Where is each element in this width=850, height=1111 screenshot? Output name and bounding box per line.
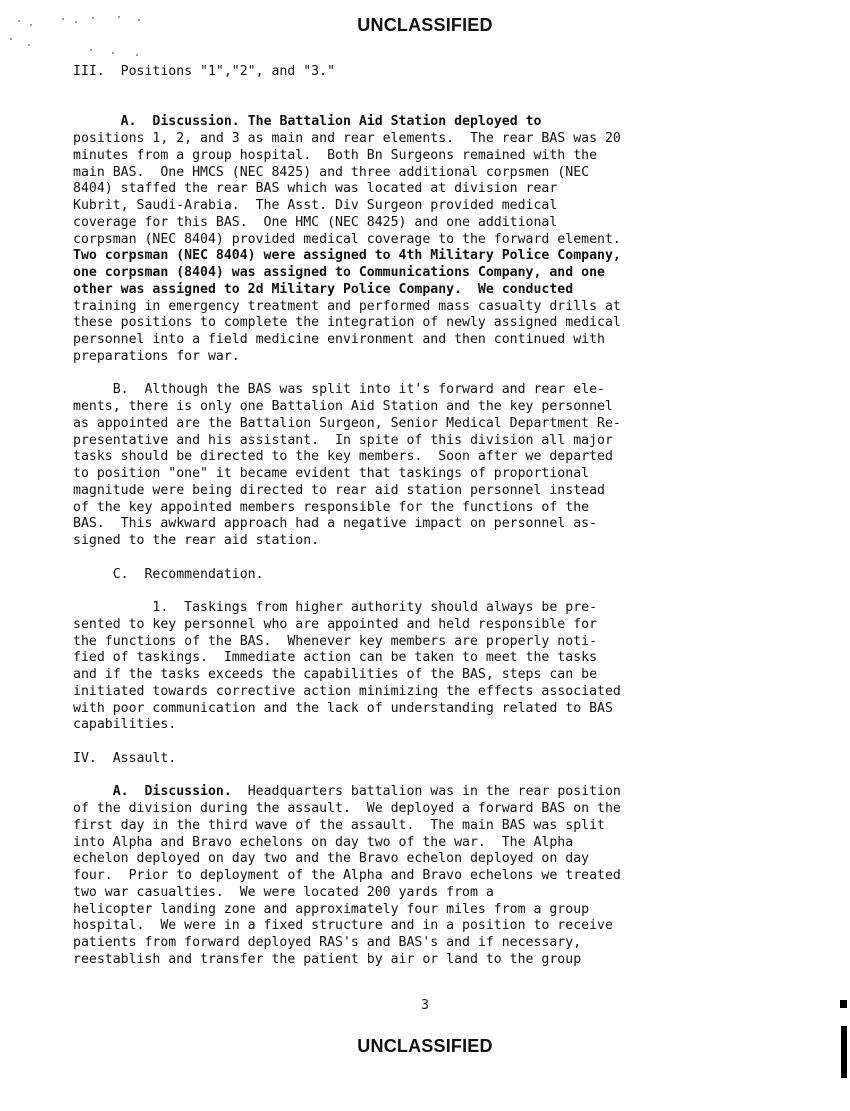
text-line: of the division during the assault. We deployed a forward BAS on the: [73, 801, 621, 816]
para-first-line-rest: The Battalion Aid Station deployed to: [239, 114, 542, 130]
text-line: into Alpha and Bravo echelons on day two of the war. The Alpha: [73, 834, 574, 850]
text-line: the functions of the BAS. Whenever key members are properly noti-: [73, 633, 598, 649]
text-line: and if the tasks exceeds the capabilities of the BAS, steps can be: [73, 667, 598, 682]
para-first-line-rest: Headquarters battalion was in the rear position: [231, 784, 621, 800]
text-line: Kubrit, Saudi-Arabia. The Asst. Div Surgeon provided medical: [73, 198, 558, 213]
scan-speck: [62, 18, 64, 20]
text-line: patients from forward deployed RAS's and BAS's and if necessary,: [73, 935, 582, 950]
text-line: two war casualties. We were located 200 yards from a: [73, 884, 494, 900]
text-line: corpsman (NEC 8404) provided medical coverage to the forward element.: [73, 231, 621, 247]
text-line: capabilities.: [73, 717, 177, 733]
text-line: sented to key personnel who are appointed and held responsible for: [73, 616, 598, 632]
text-line: to position "one" it became evident that taskings of proportional: [73, 466, 590, 481]
para-label: A.: [112, 784, 145, 800]
scan-speck: [118, 16, 120, 18]
text-line: magnitude were being directed to rear aid station personnel instead: [73, 482, 605, 498]
scan-speck: [90, 49, 92, 51]
scan-speck: [138, 19, 140, 21]
document-body: [73, 64, 773, 969]
section-iii-b-paragraph: [73, 382, 773, 550]
text-line: helicopter landing zone and approximately four miles from a group: [73, 901, 590, 917]
scan-speck: [92, 17, 94, 19]
text-line: main BAS. One HMCS (NEC 8425) and three additional corpsmen (NEC: [73, 164, 590, 180]
recommendation-heading: C. Recommendation.: [73, 566, 264, 582]
text-line: 1. Taskings from higher authority should always be pre-: [73, 600, 598, 615]
classification-footer: UNCLASSIFIED: [357, 1036, 493, 1056]
text-line: echelon deployed on day two and the Bravo echelon deployed on day: [73, 851, 590, 867]
discussion-title: Discussion.: [144, 784, 232, 800]
text-line: BAS. This awkward approach had a negative impact on personnel as-: [73, 516, 598, 532]
text-line: presentative and his assistant. In spite of this division all major: [73, 432, 613, 448]
text-line: tasks should be directed to the key members. Soon after we departed: [73, 449, 613, 465]
text-line: other was assigned to 2d Military Police Company. We conducted: [73, 281, 574, 297]
text-line: these positions to complete the integration of newly assigned medical: [73, 315, 621, 331]
section-iii-heading: III. Positions "1","2", and "3.": [73, 64, 336, 79]
classification-header: UNCLASSIFIED: [357, 15, 493, 35]
text-line: coverage for this BAS. One HMC (NEC 8425) and one additional: [73, 214, 558, 230]
text-line: personnel into a field medicine environment and then continued with: [73, 332, 605, 347]
section-iv-a-first-line: [73, 784, 773, 801]
text-line: Two corpsman (NEC 8404) were assigned to 4th Military Police Company,: [73, 248, 621, 264]
section-iii-a-lines: [73, 131, 773, 366]
para-label: A.: [120, 114, 153, 130]
section-iv-a-paragraph: [73, 784, 773, 968]
scan-speck: [75, 21, 77, 23]
text-line: training in emergency treatment and performed mass casualty drills at: [73, 298, 621, 314]
text-line: four. Prior to deployment of the Alpha and Bravo echelons we treated: [73, 868, 621, 883]
page-number: 3: [421, 998, 429, 1013]
text-line: positions 1, 2, and 3 as main and rear elements. The rear BAS was 20: [73, 131, 621, 146]
section-iv-heading: IV. Assault.: [73, 750, 177, 766]
discussion-title: Discussion.: [152, 114, 240, 130]
text-line: as appointed are the Battalion Surgeon, Senior Medical Department Re-: [73, 415, 621, 431]
text-line: signed to the rear aid station.: [73, 533, 320, 548]
scan-speck: [112, 52, 114, 54]
text-line: preparations for war.: [73, 348, 240, 364]
scan-speck: [28, 44, 30, 46]
text-line: ments, there is only one Battalion Aid Station and the key personnel: [73, 399, 613, 414]
scan-edge-bar: [841, 1026, 847, 1078]
section-iii-a-first-line: [73, 114, 773, 131]
scan-speck: [10, 38, 12, 40]
text-line: with poor communication and the lack of understanding related to BAS: [73, 700, 613, 716]
text-line: minutes from a group hospital. Both Bn Surgeons remained with the: [73, 147, 598, 163]
section-iii-a-paragraph: [73, 114, 773, 365]
text-line: B. Although the BAS was split into it's forward and rear ele-: [73, 382, 605, 398]
scan-edge-mark: [840, 1000, 847, 1008]
text-line: first day in the third wave of the assault. The main BAS was split: [73, 817, 605, 833]
text-line: initiated towards corrective action minimizing the effects associated: [73, 683, 621, 699]
scan-speck: [136, 54, 138, 56]
text-line: 8404) staffed the rear BAS which was located at division rear: [73, 181, 558, 197]
text-line: reestablish and transfer the patient by air or land to the group: [73, 951, 582, 967]
text-line: fied of taskings. Immediate action can be taken to meet the tasks: [73, 650, 598, 666]
scan-speck: [18, 20, 20, 22]
section-iv-a-lines: [73, 801, 773, 969]
text-line: hospital. We were in a fixed structure and in a position to receive: [73, 918, 613, 934]
recommendation-item-1: [73, 600, 773, 734]
text-line: one corpsman (8404) was assigned to Communications Company, and one: [73, 265, 605, 280]
text-line: of the key appointed members responsible for the functions of the: [73, 499, 590, 515]
scan-speck: [30, 24, 32, 26]
